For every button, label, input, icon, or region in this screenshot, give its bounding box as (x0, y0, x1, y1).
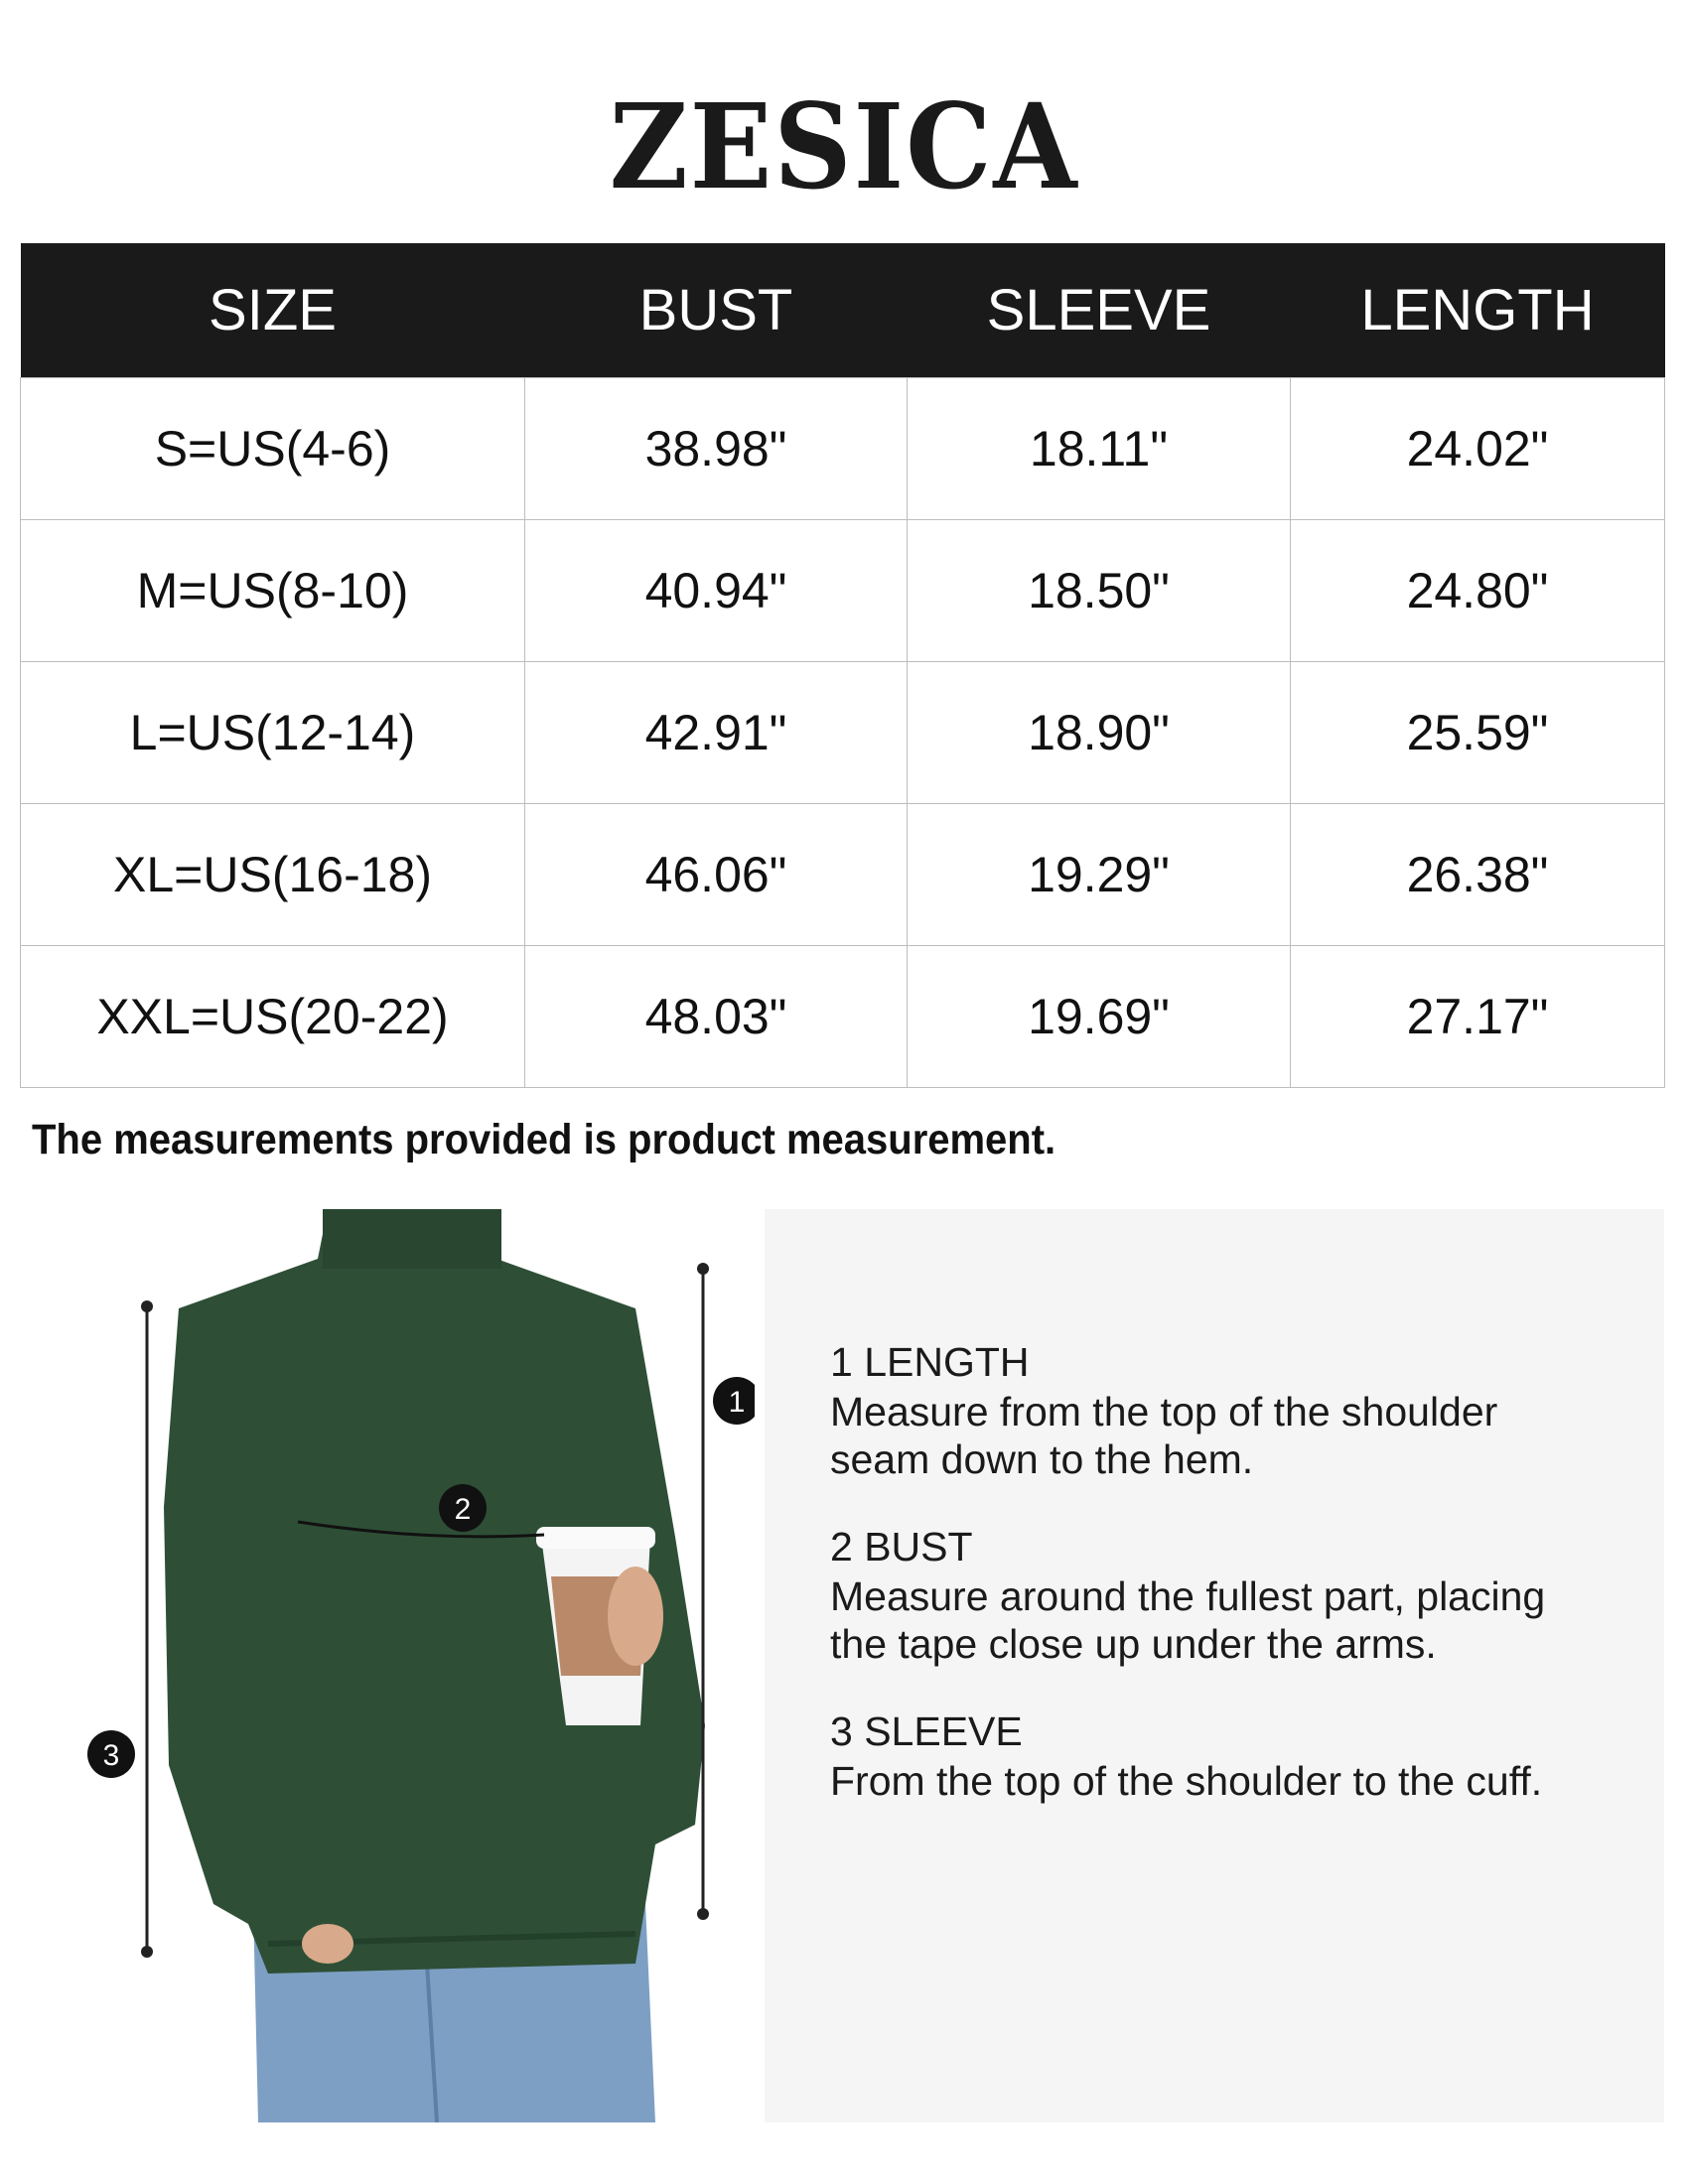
guide-length (830, 1338, 1497, 1483)
brand-logo: ZESICA (609, 77, 1079, 215)
table-cell-bust: 46.06" (525, 804, 908, 946)
guide-bust-line-1: Measure around the fullest part, placing (830, 1573, 1546, 1619)
guide-sleeve (830, 1707, 1542, 1805)
table-cell-bust: 38.98" (525, 378, 908, 520)
marker-1 (713, 1377, 755, 1425)
guide-sleeve-line-1: From the top of the shoulder to the cuff. (830, 1758, 1543, 1804)
guide-bust (830, 1523, 1545, 1668)
table-cell-bust: 42.91" (525, 662, 908, 804)
table-row (21, 662, 1665, 804)
table-cell-sleeve: 19.29" (908, 804, 1291, 946)
table-cell-size: M=US(8-10) (21, 520, 525, 662)
guide-length-line-2: seam down to the hem. (830, 1436, 1254, 1482)
header-length: LENGTH (1291, 243, 1665, 378)
header-size: SIZE (21, 243, 525, 378)
guide-length-line-1: Measure from the top of the shoulder (830, 1389, 1498, 1434)
table-cell-bust: 40.94" (525, 520, 908, 662)
table-cell-length: 26.38" (1291, 804, 1665, 946)
table-cell-sleeve: 18.90" (908, 662, 1291, 804)
sweater-illustration (0, 1209, 755, 2122)
table-row (21, 520, 1665, 662)
table-row (21, 378, 1665, 520)
marker-2 (439, 1484, 487, 1532)
table-cell-sleeve: 18.50" (908, 520, 1291, 662)
table-cell-sleeve: 19.69" (908, 946, 1291, 1088)
header-bust: BUST (525, 243, 908, 378)
table-row (21, 804, 1665, 946)
table-cell-length: 25.59" (1291, 662, 1665, 804)
header-sleeve: SLEEVE (908, 243, 1291, 378)
marker-1-label: 1 (728, 1386, 746, 1419)
size-chart-table (20, 243, 1665, 1088)
table-row (21, 946, 1665, 1088)
table-cell-length: 24.02" (1291, 378, 1665, 520)
guide-bust-line-2: the tape close up under the arms. (830, 1621, 1437, 1667)
measurement-guide-panel (765, 1209, 1664, 2122)
marker-3 (87, 1730, 135, 1778)
table-cell-length: 24.80" (1291, 520, 1665, 662)
table-cell-sleeve: 18.11" (908, 378, 1291, 520)
table-cell-size: XXL=US(20-22) (21, 946, 525, 1088)
table-cell-bust: 48.03" (525, 946, 908, 1088)
marker-3-label: 3 (102, 1739, 120, 1772)
table-cell-size: XL=US(16-18) (21, 804, 525, 946)
table-header-row (21, 243, 1665, 378)
guide-bust-title: 2 BUST (830, 1524, 973, 1570)
measurement-note: The measurements provided is product measurement. (32, 1116, 1056, 1163)
guide-sleeve-title: 3 SLEEVE (830, 1708, 1023, 1754)
table-cell-length: 27.17" (1291, 946, 1665, 1088)
guide-length-title: 1 LENGTH (830, 1339, 1030, 1385)
table-cell-size: S=US(4-6) (21, 378, 525, 520)
marker-2-label: 2 (454, 1493, 472, 1526)
table-cell-size: L=US(12-14) (21, 662, 525, 804)
